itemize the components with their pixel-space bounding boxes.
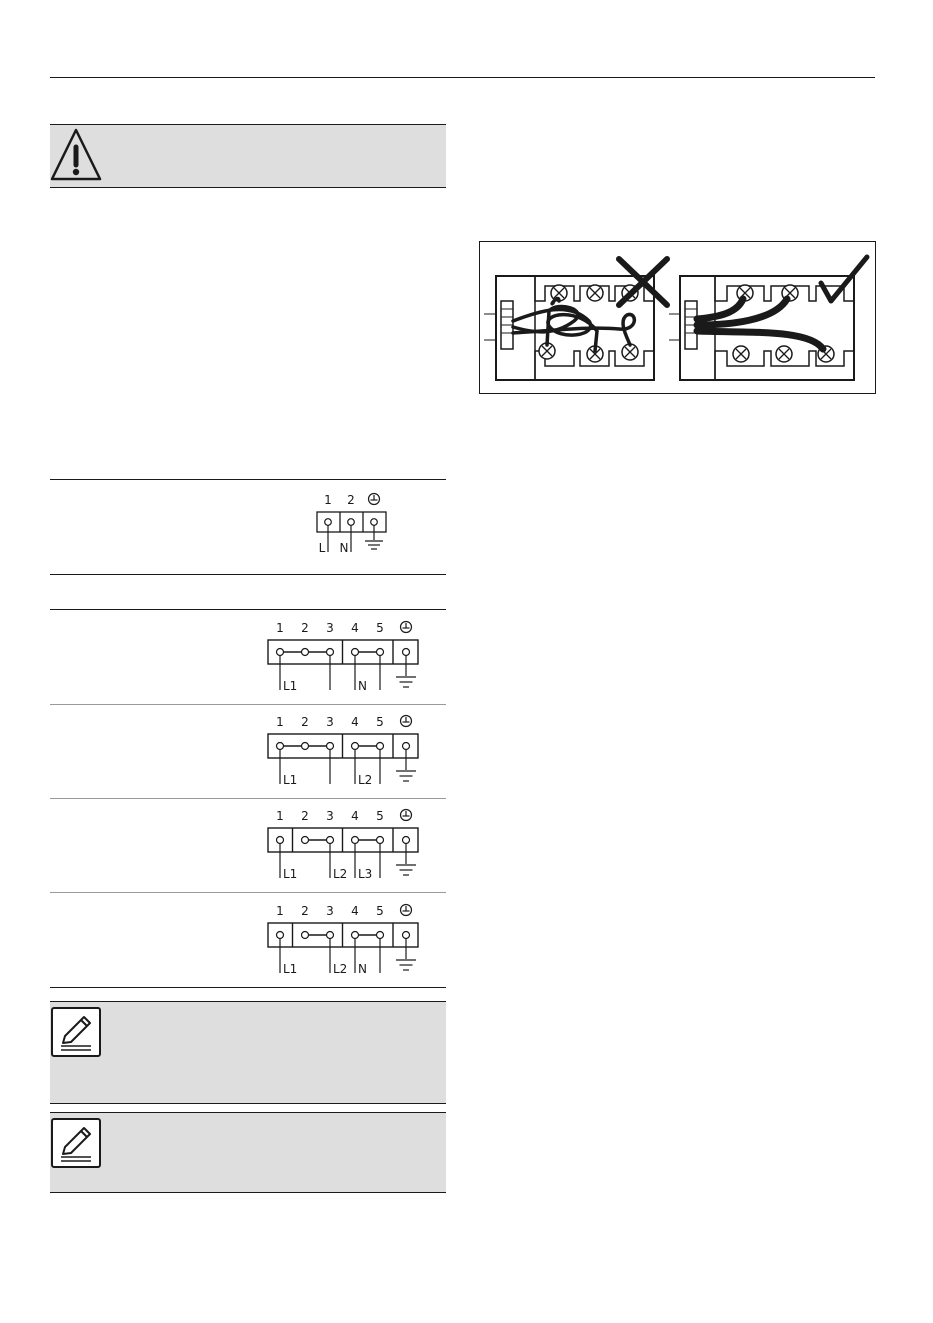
terminal-screw (403, 649, 410, 656)
terminal-number: 4 (351, 621, 359, 635)
note-panel-1-bottom-rule (50, 1103, 446, 1104)
terminal-number: 2 (301, 904, 309, 918)
section-rule (50, 609, 446, 610)
warning-panel-bottom-rule (50, 187, 446, 188)
terminal-number: 5 (376, 809, 384, 823)
terminal-number: 2 (301, 809, 309, 823)
terminal-screw (302, 743, 309, 750)
earth-symbol-icon (401, 905, 412, 916)
terminal-number: 4 (351, 904, 359, 918)
conductor-label: L1 (283, 867, 298, 881)
terminal-screw (403, 743, 410, 750)
terminal-diagram-1 (263, 618, 428, 694)
terminal-screw (302, 932, 309, 939)
terminal-screw (377, 932, 384, 939)
terminal-number: 5 (376, 621, 384, 635)
terminal-diagram-2 (263, 712, 428, 788)
terminal-number: 3 (326, 809, 334, 823)
terminal-screw (277, 837, 284, 844)
terminal-screw (327, 743, 334, 750)
terminal-number: 2 (301, 621, 309, 635)
note-panel-2 (50, 1112, 446, 1192)
terminal-number: 2 (301, 715, 309, 729)
terminal-screw (403, 932, 410, 939)
conductor-label: N (358, 962, 367, 976)
terminal-screw (352, 649, 359, 656)
terminal-diagram-4 (263, 901, 428, 977)
earth-symbol-icon (401, 622, 412, 633)
earth-symbol-icon (401, 810, 412, 821)
terminal-screw (277, 743, 284, 750)
terminal-number: 1 (276, 809, 284, 823)
terminal-screw (377, 837, 384, 844)
terminal-diagram-3 (263, 806, 428, 882)
terminal-number: 5 (376, 904, 384, 918)
warning-panel-top-rule (50, 124, 446, 125)
conductor-label: N (339, 541, 349, 555)
note-panel-2-bottom-rule (50, 1192, 446, 1193)
terminal-number: 4 (351, 809, 359, 823)
terminal-screw (352, 932, 359, 939)
terminal-label: 2 (347, 493, 355, 507)
conductor-label: L2 (333, 867, 348, 881)
terminal-screw (352, 837, 359, 844)
terminal-number-row (276, 621, 384, 635)
terminal-screw (277, 649, 284, 656)
note-panel-2-top-rule (50, 1112, 446, 1113)
pencil-note-icon (51, 1118, 101, 1168)
terminal-screw (377, 743, 384, 750)
terminal-number: 1 (276, 715, 284, 729)
ground-symbol-icon (396, 750, 416, 781)
single-phase-top-rule (50, 479, 446, 480)
terminal-screw (277, 932, 284, 939)
warning-triangle-icon (50, 127, 102, 183)
terminal-screw (327, 932, 334, 939)
section-rule (50, 987, 446, 988)
terminal-number: 3 (326, 904, 334, 918)
conductor-label: L2 (358, 773, 373, 787)
terminal-screw (352, 743, 359, 750)
note-panel-1 (50, 1001, 446, 1103)
single-phase-terminal-diagram (312, 490, 392, 560)
section-rule (50, 892, 446, 893)
conductor-label: L (318, 541, 326, 555)
terminal-number: 1 (276, 904, 284, 918)
conductor-label: N (358, 679, 367, 693)
terminal-number: 3 (326, 621, 334, 635)
warning-panel (50, 124, 446, 187)
terminal-number: 4 (351, 715, 359, 729)
ground-symbol-icon (396, 844, 416, 875)
conductor-label: L1 (283, 773, 298, 787)
terminal-number-row (276, 715, 384, 729)
conductor-label: L1 (283, 962, 298, 976)
conductor-label: L2 (333, 962, 348, 976)
terminal-number-row (276, 809, 384, 823)
terminal-screw (403, 837, 410, 844)
conductor-label: L1 (283, 679, 298, 693)
ground-symbol-icon (396, 656, 416, 687)
terminal-label: 1 (324, 493, 332, 507)
note-panel-1-top-rule (50, 1001, 446, 1002)
earth-symbol-icon (401, 716, 412, 727)
terminal-number: 1 (276, 621, 284, 635)
terminal-screw (302, 837, 309, 844)
terminal-number: 5 (376, 715, 384, 729)
pencil-note-icon (51, 1007, 101, 1057)
header-rule (50, 77, 875, 78)
single-phase-bottom-rule (50, 574, 446, 575)
terminal-screw (377, 649, 384, 656)
terminal-number: 3 (326, 715, 334, 729)
ground-symbol-icon (396, 939, 416, 970)
terminal-number-row (276, 904, 384, 918)
terminal-screw (327, 837, 334, 844)
section-rule (50, 798, 446, 799)
earth-symbol-icon (369, 494, 380, 505)
terminal-screw (302, 649, 309, 656)
terminal-wiring-illustration (479, 241, 876, 394)
section-rule (50, 704, 446, 705)
terminal-screw (327, 649, 334, 656)
conductor-label: L3 (358, 867, 373, 881)
